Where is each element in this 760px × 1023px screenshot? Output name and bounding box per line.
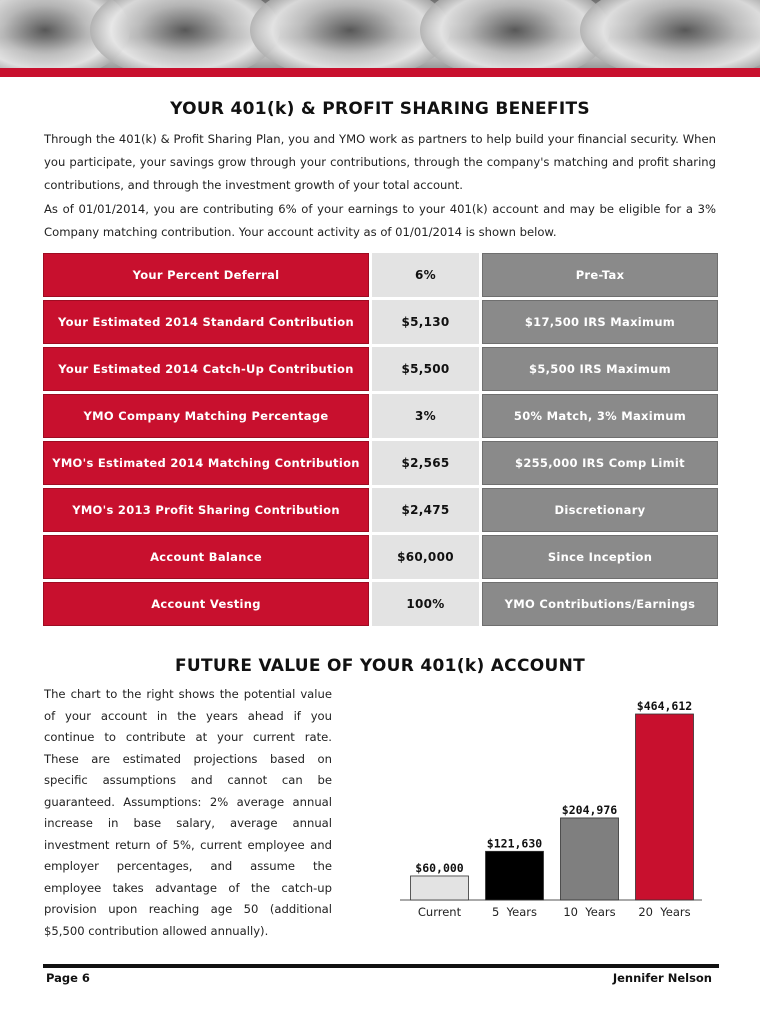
- row-value: 100%: [372, 582, 479, 626]
- chart-category-label: 10 Years: [563, 905, 616, 919]
- row-note: $5,500 IRS Maximum: [482, 347, 718, 391]
- future-value-title: FUTURE VALUE OF YOUR 401(k) ACCOUNT: [174, 656, 586, 676]
- participant-name: Jennifer Nelson: [612, 971, 712, 985]
- table-row: [43, 582, 718, 626]
- row-note: 50% Match, 3% Maximum: [482, 394, 718, 438]
- benefits-intro: Through the 401(k) & Profit Sharing Plan, you and YMO work as partners to help build your financial security. When you participate, your savings grow through your contributions, through the company's matching and profit sharing contributions, and through the investment growth of your total account.: [44, 132, 716, 192]
- row-label: Account Balance: [43, 535, 369, 579]
- chart-data-label: $464,612: [636, 699, 693, 713]
- future-value-description: The chart to the right shows the potential value of your account in the years ahead if you continue to contribute at your current rate. These are estimated projections based on specific assumptions and cannot can be guaranteed. Assumptions: 2% average annual increase in base salary, average annual investment return of 5%, current employee and employer percentages, and assume the employee takes advantage of the catch-up provision upon reaching age 50 (additional $5,500 contribution allowed annually).: [44, 687, 332, 938]
- row-value: $60,000: [372, 535, 479, 579]
- table-row: [43, 347, 718, 391]
- row-label: Your Estimated 2014 Catch-Up Contribution: [43, 347, 369, 391]
- row-note: YMO Contributions/Earnings: [482, 582, 718, 626]
- future-value-chart: [400, 690, 720, 930]
- chart-bar: [636, 714, 694, 900]
- benefits-title: YOUR 401(k) & PROFIT SHARING BENEFITS: [170, 99, 590, 119]
- footer-rule: [43, 964, 719, 968]
- benefits-status: As of 01/01/2014, you are contributing 6% of your earnings to your 401(k) account and may be eligible for a 3% Company matching contribution. Your account activity as of 01/01/2014 is shown below.: [44, 202, 716, 239]
- row-label: YMO Company Matching Percentage: [43, 394, 369, 438]
- row-note: Pre-Tax: [482, 253, 718, 297]
- table-row: [43, 488, 718, 532]
- row-value: 6%: [372, 253, 479, 297]
- header-accent-stripe: [0, 68, 760, 77]
- chart-bar: [561, 818, 619, 900]
- row-value: $5,500: [372, 347, 479, 391]
- row-label: Account Vesting: [43, 582, 369, 626]
- chart-bar: [411, 876, 469, 900]
- table-row: [43, 394, 718, 438]
- table-row: [43, 253, 718, 297]
- header-banner-image: [0, 0, 760, 68]
- row-label: Your Estimated 2014 Standard Contribution: [43, 300, 369, 344]
- row-label: YMO's Estimated 2014 Matching Contribution: [43, 441, 369, 485]
- table-row: [43, 535, 718, 579]
- table-row: [43, 441, 718, 485]
- row-note: Since Inception: [482, 535, 718, 579]
- row-note: Discretionary: [482, 488, 718, 532]
- row-note: $255,000 IRS Comp Limit: [482, 441, 718, 485]
- table-row: [43, 300, 718, 344]
- chart-category-label: 20 Years: [638, 905, 691, 919]
- chart-data-label: $204,976: [561, 802, 618, 817]
- row-label: YMO's 2013 Profit Sharing Contribution: [43, 488, 369, 532]
- page-number: Page 6: [46, 971, 90, 985]
- chart-category-label: Current: [417, 905, 462, 919]
- row-value: $2,565: [372, 441, 479, 485]
- chart-bar: [486, 851, 544, 900]
- row-value: $5,130: [372, 300, 479, 344]
- row-label: Your Percent Deferral: [43, 253, 369, 297]
- row-value: 3%: [372, 394, 479, 438]
- chart-data-label: $60,000: [415, 860, 464, 875]
- chart-category-label: 5 Years: [492, 905, 537, 919]
- row-note: $17,500 IRS Maximum: [482, 300, 718, 344]
- row-value: $2,475: [372, 488, 479, 532]
- chart-data-label: $121,630: [486, 836, 543, 851]
